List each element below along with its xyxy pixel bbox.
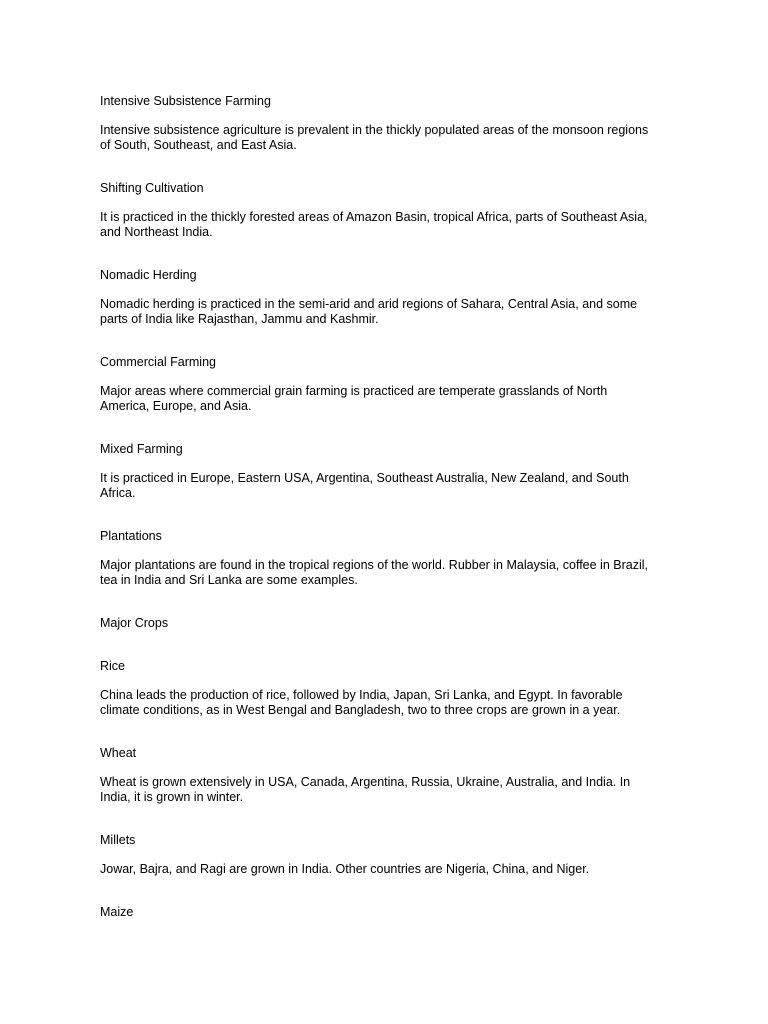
paragraph-line: Intensive subsistence agriculture is prevalent in the thickly populated areas of the monsoon regions: [100, 123, 649, 137]
section-paragraph: [100, 558, 680, 588]
section-plantations: [100, 529, 680, 588]
section-major-crops: [100, 616, 680, 631]
paragraph-line: parts of India like Rajasthan, Jammu and Kashmir.: [100, 312, 379, 326]
section-paragraph: [100, 471, 680, 501]
section-heading: Mixed Farming: [100, 442, 183, 456]
paragraph-line: Africa.: [100, 486, 136, 500]
section-paragraph: [100, 210, 680, 240]
section-wheat: [100, 746, 680, 805]
section-paragraph: [100, 384, 680, 414]
paragraph-line: tea in India and Sri Lanka are some examples.: [100, 573, 358, 587]
section-paragraph: [100, 297, 680, 327]
section-heading: Commercial Farming: [100, 355, 216, 369]
section-paragraph: [100, 688, 680, 718]
section-heading: Wheat: [100, 746, 137, 760]
paragraph-line: It is practiced in Europe, Eastern USA, Argentina, Southeast Australia, New Zealand, and South: [100, 471, 629, 485]
section-maize: [100, 905, 680, 920]
section-heading: Nomadic Herding: [100, 268, 197, 282]
section-paragraph: [100, 862, 680, 877]
paragraph-line: America, Europe, and Asia.: [100, 399, 252, 413]
section-intensive-subsistence-farming: [100, 94, 680, 153]
section-millets: [100, 833, 680, 877]
section-heading: Intensive Subsistence Farming: [100, 94, 271, 108]
paragraph-line: Jowar, Bajra, and Ragi are grown in India. Other countries are Nigeria, China, and Niger.: [100, 862, 590, 876]
paragraph-line: Major areas where commercial grain farming is practiced are temperate grasslands of North: [100, 384, 608, 398]
section-nomadic-herding: [100, 268, 680, 327]
paragraph-line: and Northeast India.: [100, 225, 213, 239]
section-rice: [100, 659, 680, 718]
paragraph-line: It is practiced in the thickly forested areas of Amazon Basin, tropical Africa, parts of Southeast Asia,: [100, 210, 648, 224]
paragraph-line: China leads the production of rice, followed by India, Japan, Sri Lanka, and Egypt. In favorable: [100, 688, 623, 702]
paragraph-line: climate conditions, as in West Bengal and Bangladesh, two to three crops are grown in a year.: [100, 703, 621, 717]
section-paragraph: [100, 775, 680, 805]
section-heading: Plantations: [100, 529, 162, 543]
section-commercial-farming: [100, 355, 680, 414]
section-heading: Millets: [100, 833, 136, 847]
section-mixed-farming: [100, 442, 680, 501]
document-body: [100, 94, 680, 948]
paragraph-line: Nomadic herding is practiced in the semi-arid and arid regions of Sahara, Central Asia, and some: [100, 297, 638, 311]
paragraph-line: Wheat is grown extensively in USA, Canada, Argentina, Russia, Ukraine, Australia, and India. In: [100, 775, 631, 789]
section-heading: Maize: [100, 905, 134, 919]
section-paragraph: [100, 123, 680, 153]
paragraph-line: India, it is grown in winter.: [100, 790, 244, 804]
paragraph-line: of South, Southeast, and East Asia.: [100, 138, 297, 152]
paragraph-line: Major plantations are found in the tropical regions of the world. Rubber in Malaysia, coffee in Brazil,: [100, 558, 648, 572]
section-heading: Major Crops: [100, 616, 169, 630]
section-shifting-cultivation: [100, 181, 680, 240]
section-heading: Rice: [100, 659, 126, 673]
section-heading: Shifting Cultivation: [100, 181, 204, 195]
